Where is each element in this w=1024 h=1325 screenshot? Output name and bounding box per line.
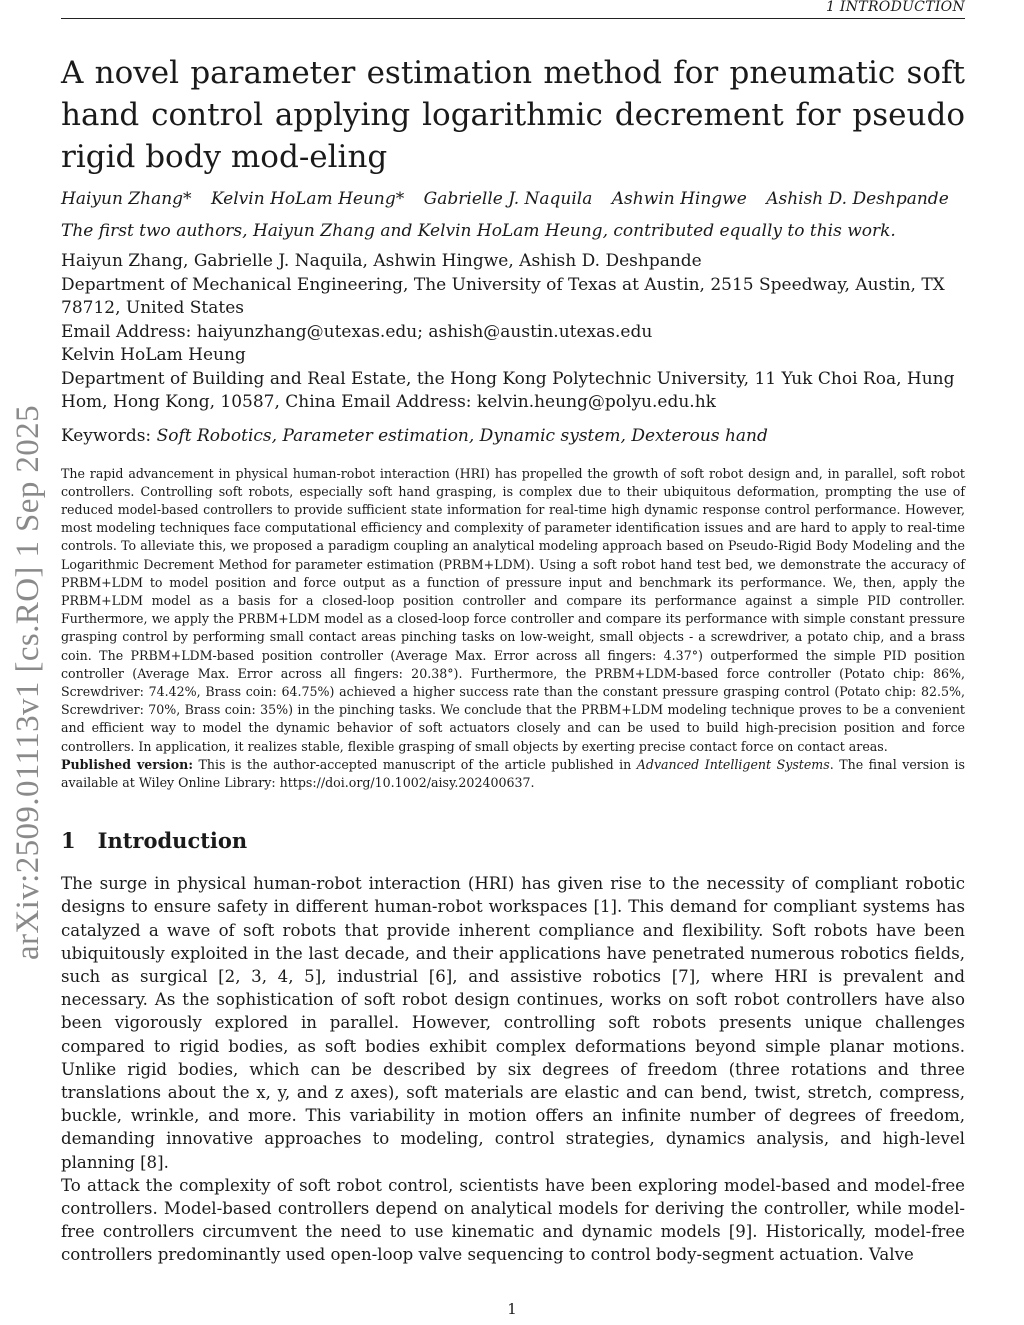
paper-title: A novel parameter estimation method for pneumatic soft hand control applying logarithmic decrement for pseudo rigid body mod-eling: [61, 55, 965, 175]
affiliations: [61, 250, 965, 415]
author: Haiyun Zhang*: [61, 189, 192, 209]
keywords: [61, 425, 965, 447]
paragraph: The surge in physical human-robot interaction (HRI) has given rise to the necessity of compliant robotic designs to ensure safety in different human-robot workspaces [1]. This demand for compliant systems has catalyzed a wave of soft robots that provide inherent compliance and flexibility. Soft robots have been ubiquitously exploited in the last decade, and their applications have penetrated numerous robotics fields, such as surgical [2, 3, 4, 5], industrial [6], and assistive robotics [7], where HRI is prevalent and necessary. As the sophistication of soft robot design continues, works on soft robot controllers have also been vigorously explored in parallel. However, controlling soft robots presents unique challenges compared to rigid bodies, as soft bodies exhibit complex deformations beyond simple planar motions. Unlike rigid bodies, which can be described by six degrees of freedom (three rotations and three translations about the x, y, and z axes), soft materials are elastic and can bend, twist, stretch, compress, buckle, wrinkle, and more. This variability in motion offers an infinite number of degrees of freedom, demanding innovative approaches to modeling, control strategies, dynamics analysis, and high-level planning [8].: [61, 874, 965, 1172]
author-list: [61, 188, 965, 210]
abstract: The rapid advancement in physical human-robot interaction (HRI) has propelled the growth of soft robot design and, in parallel, soft robot controllers. Controlling soft robots, especially soft hand grasping, is complex due to their ubiquitous deformation, prompting the use of reduced model-based controllers to provide sufficient state information for real-time high dynamic response control performance. However, most modeling techniques face computational efficiency and complexity of parameter identification issues and are hard to apply to real-time controls. To alleviate this, we proposed a paradigm coupling an analytical modeling approach based on Pseudo-Rigid Body Modeling and the Logarithmic Decrement Method for parameter estimation (PRBM+LDM). Using a soft robot hand test bed, we demonstrate the accuracy of PRBM+LDM to model position and force output as a function of pressure input and benchmark its performance. We, then, apply the PRBM+LDM model as a basis for a closed-loop position controller and compare its performance against a simple PID controller. Furthermore, we apply the PRBM+LDM model as a closed-loop force controller and compare its performance with simple constant pressure grasping control by performing small contact areas pinching tasks on low-weight, small objects - a screwdriver, a potato chip, and a brass coin. The PRBM+LDM-based position controller (Average Max. Error across all fingers: 4.37°) outperformed the simple PID position controller (Average Max. Error across all fingers: 20.38°). Furthermore, the PRBM+LDM-based force controller (Potato chip: 86%, Screwdriver: 74.42%, Brass coin: 64.75%) achieved a higher success rate than the constant pressure grasping control (Potato chip: 82.5%, Screwdriver: 70%, Brass coin: 35%) in the pinching tasks. We conclude that the PRBM+LDM modeling technique proves to be a convenient and efficient way to model the dynamic behavior of soft actuators closely and can be used to build high-precision position and force controllers. In application, it realizes stable, flexible grasping of small objects by exerting precise contact force on contact areas.: [61, 465, 965, 754]
running-header: [61, 0, 965, 19]
introduction-body: [61, 872, 965, 1266]
arxiv-stamp[interactable]: arXiv:2509.01113v1 [cs.RO] 1 Sep 2025: [10, 405, 46, 960]
section-title: Introduction: [97, 828, 248, 854]
paper-content: [61, 52, 965, 1267]
polyu-author-name: Kelvin HoLam Heung: [61, 345, 246, 365]
paragraph: To attack the complexity of soft robot control, scientists have been exploring model-based and model-free controllers. Model-based controllers depend on analytical models for deriving the controller, while model-free controllers circumvent the need to use kinematic and dynamic models [9]. Historically, model-free controllers predominantly used open-loop valve sequencing to control body-segment actuation. Valve: [61, 1175, 965, 1265]
keywords-label: Keywords:: [61, 425, 152, 446]
section-heading: [61, 828, 965, 854]
journal-name: Advanced Intelligent Systems: [636, 756, 830, 772]
polyu-department[interactable]: Department of Building and Real Estate, the Hong Kong Polytechnic University, 11 Yuk Choi Roa, Hung Hom, Hong Kong, 10587, China Email Address: kelvin.heung@polyu.edu.hk: [61, 368, 955, 412]
ut-department: Department of Mechanical Engineering, The University of Texas at Austin, 2515 Speedway, Austin, TX 78712, United States: [61, 274, 945, 318]
ut-email[interactable]: Email Address: haiyunzhang@utexas.edu; ashish@austin.utexas.edu: [61, 321, 653, 342]
equal-contribution-note: The first two authors, Haiyun Zhang and Kelvin HoLam Heung, contributed equally to this work.: [61, 221, 896, 241]
ut-author-names: Haiyun Zhang, Gabrielle J. Naquila, Ashwin Hingwe, Ashish D. Deshpande: [61, 251, 702, 271]
author: Kelvin HoLam Heung*: [210, 189, 405, 209]
author: Gabrielle J. Naquila: [423, 189, 593, 209]
keywords-list: Soft Robotics, Parameter estimation, Dynamic system, Dexterous hand: [156, 425, 768, 446]
published-label: Published version:: [61, 756, 193, 772]
published-version-note: [61, 756, 965, 792]
published-text-before: This is the author-accepted manuscript of the article published in: [198, 756, 632, 772]
running-header-title: 1 INTRODUCTION: [825, 0, 965, 15]
author: Ashish D. Deshpande: [766, 189, 949, 209]
author: Ashwin Hingwe: [611, 189, 747, 209]
section-number: 1: [61, 828, 76, 854]
published-text-after[interactable]: . The final version is available at Wiley Online Library: https://doi.org/10.1002/aisy.202400637.: [61, 756, 965, 790]
page-number: 1: [507, 1300, 517, 1318]
